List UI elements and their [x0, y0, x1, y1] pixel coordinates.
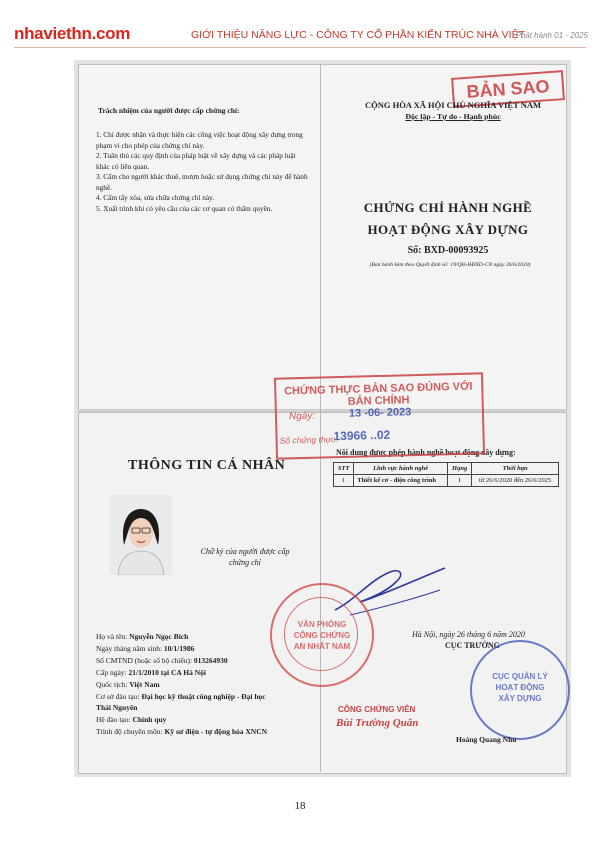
col-header: Thời hạn — [472, 463, 559, 475]
responsibility-item: 4. Cấm tẩy xóa, sửa chữa chứng chỉ này. — [96, 193, 215, 202]
agency-seal-text: HOẠT ĐỘNG — [495, 683, 545, 692]
page-header — [0, 0, 600, 50]
signature-label: Chữ ký của người được cấp chứng chỉ — [200, 547, 290, 567]
responsibility-item: 2. Tuân thủ các quy định của pháp luật về xây dựng và các pháp luật khác có liên quan. — [96, 151, 296, 171]
personal-info-title: THÔNG TIN CÁ NHÂN — [128, 458, 286, 473]
responsibility-item: 5. Xuất trình khi có yêu cầu của các cơ quan có thẩm quyền. — [96, 203, 273, 213]
field-qualification: Trình độ chuyên môn: Kỹ sư điện - tự động hóa XNCN — [96, 727, 268, 736]
col-header: Lĩnh vực hành nghề — [354, 463, 448, 475]
national-motto: Độc lập - Tự do - Hạnh phúc — [405, 112, 501, 121]
table-cell: Thiết kế cơ - điện công trình — [354, 475, 448, 487]
responsibility-list — [96, 130, 311, 214]
scope-title: Nội dung được phép hành nghề hoạt động xây dựng: — [336, 448, 516, 457]
director-title: CỤC TRƯỞNG — [445, 641, 500, 650]
header-issue: Phát hành 01 - 2025 — [515, 31, 588, 40]
notary-seal-text: AN NHẤT NAM — [293, 642, 351, 651]
certificate-number: Số: BXD-00093925 — [407, 245, 489, 256]
responsibility-item: 1. Chỉ được nhận và thực hiện các công việc hoạt động xây dựng trong phạm vi cho phép của chứng chỉ này. — [96, 130, 303, 150]
certificate-title-line1: CHỨNG CHỈ HÀNH NGHỀ — [363, 200, 533, 215]
header-divider — [14, 47, 586, 48]
notary-seal — [270, 583, 374, 687]
notary-seal-text: CÔNG CHỨNG — [293, 631, 351, 640]
header-title: GIỚI THIỆU NĂNG LỰC - CÔNG TY CỔ PHẦN KIẾN TRÚC NHÀ VIỆT — [191, 29, 525, 41]
field-issue-date: Cấp ngày: 21/1/2010 tại CA Hà Nội — [96, 668, 207, 677]
certificate-decision: (Ban hành kèm theo Quyết định số: 19/QĐ-HĐXD-CN ngày 26/6/2020) — [369, 262, 531, 268]
agency-seal-text: CỤC QUẢN LÝ — [492, 672, 548, 681]
copy-stamp: BẢN SAO — [451, 70, 565, 108]
signer-name: Hoàng Quang Nhu — [456, 735, 517, 744]
field-birthdate: Ngày tháng năm sinh: 10/1/1986 — [96, 644, 195, 653]
table-row — [334, 475, 559, 487]
certificate-title-line2: HOẠT ĐỘNG XÂY DỰNG — [367, 222, 529, 237]
field-name: Họ và tên: Nguyễn Ngọc Bích — [96, 632, 189, 641]
certified-date-label: Ngày: — [288, 410, 316, 423]
notary-seal-text: VĂN PHÒNG — [297, 620, 347, 629]
portrait-photo — [110, 495, 172, 575]
national-title: CỘNG HÒA XÃ HỘI CHỦ NGHĨA VIỆT NAM — [364, 100, 542, 110]
field-nationality: Quốc tịch: Việt Nam — [96, 680, 160, 689]
agency-seal — [470, 640, 570, 740]
notary-name: Bùi Trường Quân — [336, 717, 419, 729]
col-header: STT — [334, 463, 354, 475]
field-institution-cont: Thái Nguyên — [96, 703, 138, 712]
scope-table — [333, 462, 559, 487]
table-cell: I — [448, 475, 472, 487]
portrait-icon — [110, 495, 172, 575]
certified-number-label: Số chứng thực: — [279, 434, 338, 446]
field-institution: Cơ sở đào tạo: Đại học kỹ thuật công nghiệp - Đại học — [96, 692, 266, 701]
col-header: Hạng — [448, 463, 472, 475]
certified-copy-stamp — [274, 372, 485, 459]
agency-seal-text: XÂY DỰNG — [498, 694, 542, 703]
responsibility-item: 3. Cấm cho người khác thuê, mượn hoặc sử dụng chứng chỉ này để hành nghề. — [96, 172, 308, 192]
table-cell: từ 26/6/2020 đến 26/6/2025 — [472, 475, 559, 487]
field-id-number: Số CMTND (hoặc số hộ chiếu): 013264930 — [96, 656, 228, 665]
table-cell: 1 — [334, 475, 354, 487]
brand-logo[interactable]: nhaviethn.com — [14, 24, 131, 43]
certified-copy-text: CHỨNG THỰC BẢN SAO ĐÚNG VỚI BẢN CHÍNH — [283, 380, 473, 408]
field-training-type: Hệ đào tạo: Chính quy — [96, 715, 167, 724]
certified-date-value: 13 -06- 2023 — [348, 406, 412, 420]
sign-date: Hà Nội, ngày 26 tháng 6 năm 2020 — [412, 630, 525, 639]
page-number: 18 — [294, 800, 306, 812]
certified-number-value: 13966 ..02 — [333, 427, 391, 444]
table-header-row — [334, 463, 559, 475]
notary-title: CÔNG CHỨNG VIÊN — [338, 705, 416, 714]
responsibility-title: Trách nhiệm của người được cấp chứng chỉ: — [98, 106, 240, 115]
